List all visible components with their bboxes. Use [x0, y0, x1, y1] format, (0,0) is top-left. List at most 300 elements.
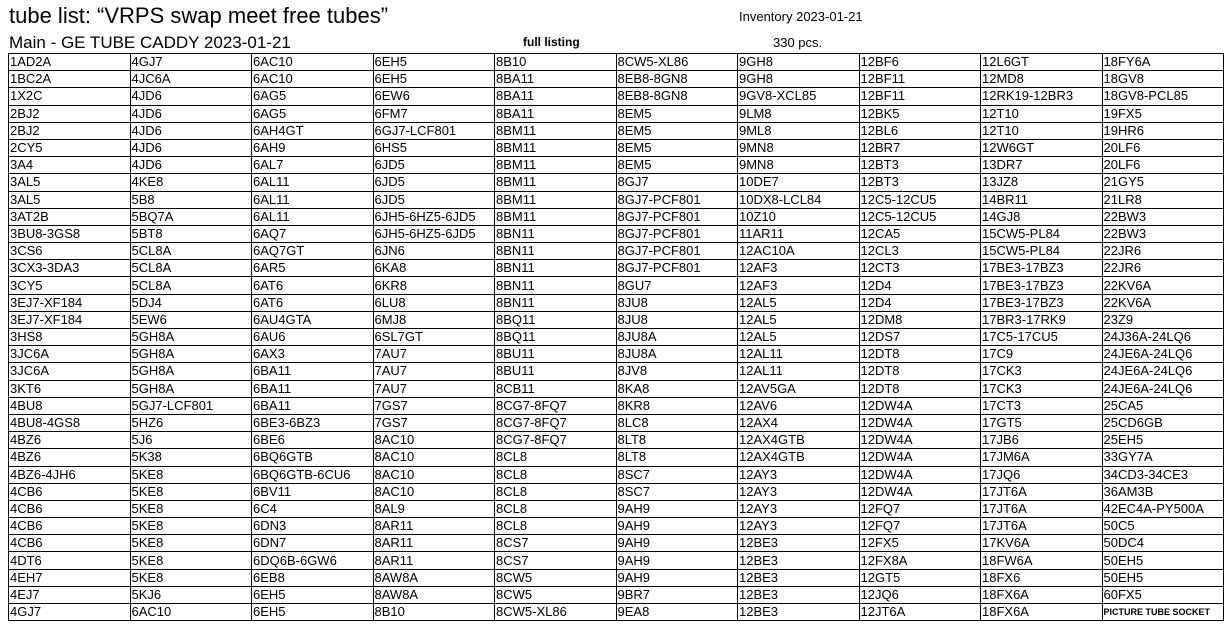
tube-cell: 10DX8-LCL84: [738, 191, 860, 208]
tube-cell: 9AH9: [616, 518, 738, 535]
tube-cell: 8BU11: [495, 363, 617, 380]
tube-cell: 12T10: [981, 122, 1103, 139]
tube-cell: 22KV6A: [1102, 277, 1224, 294]
tube-cell: 6AX3: [252, 346, 374, 363]
tube-cell: 7AU7: [373, 346, 495, 363]
tube-cell: 12JT6A: [859, 604, 981, 621]
tube-cell: 9LM8: [738, 105, 860, 122]
tube-cell: 17C9: [981, 346, 1103, 363]
tube-cell: 4BU8-4GS8: [9, 414, 131, 431]
tube-cell: 9AH9: [616, 569, 738, 586]
tube-cell: 18FX6: [981, 569, 1103, 586]
tube-cell: 17JT6A: [981, 518, 1103, 535]
tube-cell: 17JT6A: [981, 483, 1103, 500]
tube-cell: 6AL11: [252, 174, 374, 191]
table-row: [9, 432, 1224, 449]
tube-cell: 6AT6: [252, 277, 374, 294]
tube-cell: 5GH8A: [130, 363, 252, 380]
tube-cell: 12FX8A: [859, 552, 981, 569]
tube-cell: 6AG5: [252, 88, 374, 105]
tube-cell: 2CY5: [9, 139, 131, 156]
tube-cell: 3KT6: [9, 380, 131, 397]
tube-cell: 18GV8: [1102, 71, 1224, 88]
tube-cell: 7AU7: [373, 363, 495, 380]
tube-cell: 8AR11: [373, 535, 495, 552]
tube-cell: 17CK3: [981, 380, 1103, 397]
tube-cell: 12D4: [859, 277, 981, 294]
tube-cell: 12DW4A: [859, 466, 981, 483]
tube-cell: 22BW3: [1102, 225, 1224, 242]
tube-cell: 17BE3-17BZ3: [981, 260, 1103, 277]
tube-cell: 8CL8: [495, 449, 617, 466]
inventory-date: Inventory 2023-01-21: [739, 9, 863, 24]
tube-cell: 6EW6: [373, 88, 495, 105]
tube-cell: 5J6: [130, 432, 252, 449]
tube-table: [8, 53, 1224, 621]
tube-cell: 6AL7: [252, 157, 374, 174]
tube-cell: 25EH5: [1102, 432, 1224, 449]
tube-cell: 9GV8-XCL85: [738, 88, 860, 105]
tube-cell: 6MJ8: [373, 311, 495, 328]
tube-cell: 8JU8: [616, 311, 738, 328]
tube-cell: 6AQ7: [252, 225, 374, 242]
tube-cell: 12AC10A: [738, 243, 860, 260]
tube-cell: 8JU8A: [616, 346, 738, 363]
tube-cell: 18GV8-PCL85: [1102, 88, 1224, 105]
tube-cell: 4JD6: [130, 157, 252, 174]
tube-cell: 9GH8: [738, 71, 860, 88]
table-row: [9, 311, 1224, 328]
tube-cell: 21LR8: [1102, 191, 1224, 208]
table-row: [9, 518, 1224, 535]
tube-cell: 8BN11: [495, 225, 617, 242]
tube-cell: 17JQ6: [981, 466, 1103, 483]
tube-cell: 8BQ11: [495, 329, 617, 346]
tube-cell: 5DJ4: [130, 294, 252, 311]
tube-cell: 4JD6: [130, 88, 252, 105]
tube-cell: 8BM11: [495, 157, 617, 174]
tube-cell: 12AV6: [738, 397, 860, 414]
tube-cell: 6AQ7GT: [252, 243, 374, 260]
tube-cell: 50DC4: [1102, 535, 1224, 552]
tube-cell: 12AY3: [738, 483, 860, 500]
tube-cell: 6AH9: [252, 139, 374, 156]
tube-cell: 4GJ7: [130, 54, 252, 71]
tube-cell: 4CB6: [9, 500, 131, 517]
tube-cell: 5KE8: [130, 483, 252, 500]
tube-cell: 33GY7A: [1102, 449, 1224, 466]
tube-cell: 15CW5-PL84: [981, 243, 1103, 260]
tube-cell: 12DW4A: [859, 483, 981, 500]
tube-cell: 12AF3: [738, 277, 860, 294]
tube-cell: 5EW6: [130, 311, 252, 328]
tube-cell: 8BA11: [495, 71, 617, 88]
tube-cell: 3AL5: [9, 174, 131, 191]
tube-cell: 42EC4A-PY500A: [1102, 500, 1224, 517]
tube-cell: 6BA11: [252, 380, 374, 397]
tube-cell: 1AD2A: [9, 54, 131, 71]
table-row: [9, 157, 1224, 174]
table-row: [9, 449, 1224, 466]
tube-cell: 8CW5: [495, 586, 617, 603]
tube-cell: 8BM11: [495, 174, 617, 191]
tube-cell: 8CW5-XL86: [495, 604, 617, 621]
tube-cell: 7GS7: [373, 397, 495, 414]
table-row: [9, 277, 1224, 294]
tube-cell: 6AL11: [252, 191, 374, 208]
tube-cell: 4JD6: [130, 122, 252, 139]
table-row: [9, 71, 1224, 88]
table-row: [9, 225, 1224, 242]
tube-cell: 17BE3-17BZ3: [981, 294, 1103, 311]
table-row: [9, 105, 1224, 122]
tube-cell: 60FX5: [1102, 586, 1224, 603]
tube-cell: 9ML8: [738, 122, 860, 139]
tube-cell: 4JC6A: [130, 71, 252, 88]
tube-cell: 5GH8A: [130, 329, 252, 346]
tube-cell: 8BM11: [495, 139, 617, 156]
tube-cell: 6AC10: [252, 54, 374, 71]
tube-cell: 4KE8: [130, 174, 252, 191]
tube-cell: 12AL5: [738, 311, 860, 328]
tube-cell: 12FQ7: [859, 518, 981, 535]
table-row: [9, 586, 1224, 603]
tube-cell: 2BJ2: [9, 122, 131, 139]
tube-cell: 5KE8: [130, 535, 252, 552]
tube-cell: 22BW3: [1102, 208, 1224, 225]
tube-cell: 8AW8A: [373, 586, 495, 603]
tube-cell: 6BE6: [252, 432, 374, 449]
tube-cell: 8JU8: [616, 294, 738, 311]
tube-cell: 3A4: [9, 157, 131, 174]
tube-cell: 6AL11: [252, 208, 374, 225]
tube-cell: 8EM5: [616, 122, 738, 139]
tube-cell: 9BR7: [616, 586, 738, 603]
tube-cell: 20LF6: [1102, 139, 1224, 156]
tube-cell: 6DN7: [252, 535, 374, 552]
tube-cell: 8GJ7-PCF801: [616, 191, 738, 208]
tube-cell: 8EM5: [616, 105, 738, 122]
tube-cell: 6EB8: [252, 569, 374, 586]
tube-cell: 8EB8-8GN8: [616, 71, 738, 88]
tube-cell: 19HR6: [1102, 122, 1224, 139]
tube-cell: 17GT5: [981, 414, 1103, 431]
tube-cell: 6GJ7-LCF801: [373, 122, 495, 139]
tube-cell: 8GJ7-PCF801: [616, 243, 738, 260]
tube-cell: 4JD6: [130, 105, 252, 122]
table-row: [9, 604, 1224, 621]
tube-cell: 8B10: [495, 54, 617, 71]
tube-cell: 4GJ7: [9, 604, 131, 621]
tube-cell: 12AL11: [738, 363, 860, 380]
tube-cell: 3JC6A: [9, 363, 131, 380]
tube-cell: 50EH5: [1102, 569, 1224, 586]
tube-cell: 8AR11: [373, 552, 495, 569]
tube-cell: 4CB6: [9, 483, 131, 500]
tube-cell: 9EA8: [616, 604, 738, 621]
tube-cell: 6FM7: [373, 105, 495, 122]
table-row: [9, 139, 1224, 156]
tube-cell: 34CD3-34CE3: [1102, 466, 1224, 483]
tube-cell: 8BA11: [495, 88, 617, 105]
tube-cell: 6AT6: [252, 294, 374, 311]
tube-cell: 12AX4GTB: [738, 432, 860, 449]
tube-cell: 6AU4GTA: [252, 311, 374, 328]
tube-cell: 12AX4: [738, 414, 860, 431]
tube-cell: 36AM3B: [1102, 483, 1224, 500]
tube-cell: 18FX6A: [981, 604, 1103, 621]
tube-cell: 12BT3: [859, 157, 981, 174]
table-row: [9, 294, 1224, 311]
tube-cell: 9MN8: [738, 157, 860, 174]
tube-cell: 12DW4A: [859, 414, 981, 431]
tube-cell: 12T10: [981, 105, 1103, 122]
tube-cell: 12CL3: [859, 243, 981, 260]
tube-cell: 12L6GT: [981, 54, 1103, 71]
table-row: [9, 191, 1224, 208]
table-row: [9, 414, 1224, 431]
tube-cell: 8CL8: [495, 518, 617, 535]
tube-cell: 4BZ6-4JH6: [9, 466, 131, 483]
tube-cell: 23Z9: [1102, 311, 1224, 328]
table-row: [9, 500, 1224, 517]
tube-cell: 9AH9: [616, 500, 738, 517]
tube-cell: 12BE3: [738, 586, 860, 603]
tube-cell: 6LU8: [373, 294, 495, 311]
tube-cell: 24JE6A-24LQ6: [1102, 380, 1224, 397]
table-row: [9, 380, 1224, 397]
tube-cell: 22JR6: [1102, 243, 1224, 260]
tube-cell: 18FX6A: [981, 586, 1103, 603]
tube-cell: 10DE7: [738, 174, 860, 191]
tube-cell: 17BR3-17RK9: [981, 311, 1103, 328]
tube-cell: 50C5: [1102, 518, 1224, 535]
tube-cell: 12BE3: [738, 604, 860, 621]
tube-cell: 5B8: [130, 191, 252, 208]
tube-cell: 12D4: [859, 294, 981, 311]
tube-cell: 50EH5: [1102, 552, 1224, 569]
tube-cell: 12AY3: [738, 518, 860, 535]
tube-cell: 8KA8: [616, 380, 738, 397]
table-row: [9, 483, 1224, 500]
tube-cell: 1BC2A: [9, 71, 131, 88]
tube-cell: 14GJ8: [981, 208, 1103, 225]
table-row: [9, 243, 1224, 260]
tube-cell: 8CG7-8FQ7: [495, 432, 617, 449]
tube-cell: 3CS6: [9, 243, 131, 260]
tube-cell: 14BR11: [981, 191, 1103, 208]
tube-cell: 3HS8: [9, 329, 131, 346]
tube-cell: 5CL8A: [130, 277, 252, 294]
tube-cell: 6BQ6GTB: [252, 449, 374, 466]
tube-cell: 17CT3: [981, 397, 1103, 414]
tube-cell: 8CG7-8FQ7: [495, 397, 617, 414]
tube-cell: 8JU8A: [616, 329, 738, 346]
tube-cell: 17BE3-17BZ3: [981, 277, 1103, 294]
tube-cell: 12FQ7: [859, 500, 981, 517]
table-row: [9, 397, 1224, 414]
tube-cell: 17CK3: [981, 363, 1103, 380]
tube-cell: 12GT5: [859, 569, 981, 586]
tube-cell: 4DT6: [9, 552, 131, 569]
tube-cell: 12BF6: [859, 54, 981, 71]
tube-cell: 5BQ7A: [130, 208, 252, 225]
tube-cell: 22KV6A: [1102, 294, 1224, 311]
tube-cell: 8SC7: [616, 466, 738, 483]
tube-cell: 4BZ6: [9, 432, 131, 449]
table-row: [9, 466, 1224, 483]
tube-cell: 12DW4A: [859, 449, 981, 466]
tube-cell: 12DT8: [859, 380, 981, 397]
tube-cell: 3JC6A: [9, 346, 131, 363]
tube-cell: 12BL6: [859, 122, 981, 139]
table-row: [9, 535, 1224, 552]
tube-cell: 8BA11: [495, 105, 617, 122]
tube-cell: 3CY5: [9, 277, 131, 294]
tube-cell: 8BN11: [495, 294, 617, 311]
tube-cell: 12MD8: [981, 71, 1103, 88]
tube-cell: 8AC10: [373, 432, 495, 449]
tube-cell: 8LC8: [616, 414, 738, 431]
tube-cell: 8BM11: [495, 191, 617, 208]
tube-cell: 6EH5: [252, 586, 374, 603]
tube-cell: 12BR7: [859, 139, 981, 156]
tube-cell: 6JH5-6HZ5-6JD5: [373, 225, 495, 242]
tube-cell: 6DN3: [252, 518, 374, 535]
tube-cell: 6AG5: [252, 105, 374, 122]
tube-cell: 12AL11: [738, 346, 860, 363]
tube-cell: 6C4: [252, 500, 374, 517]
table-row: [9, 260, 1224, 277]
tube-cell: 17C5-17CU5: [981, 329, 1103, 346]
tube-cell: 4CB6: [9, 518, 131, 535]
tube-cell: 12DW4A: [859, 432, 981, 449]
tube-cell: 8CS7: [495, 535, 617, 552]
full-listing-label: full listing: [523, 35, 580, 49]
tube-cell: 8CB11: [495, 380, 617, 397]
tube-cell: 12BT3: [859, 174, 981, 191]
tube-cell: 8AR11: [373, 518, 495, 535]
table-row: [9, 329, 1224, 346]
tube-cell: 12BK5: [859, 105, 981, 122]
tube-cell: 5GH8A: [130, 346, 252, 363]
tube-cell: 12AL5: [738, 329, 860, 346]
table-row: [9, 552, 1224, 569]
tube-cell: 6JD5: [373, 174, 495, 191]
tube-cell: 5KJ6: [130, 586, 252, 603]
tube-cell: 12AX4GTB: [738, 449, 860, 466]
table-row: [9, 54, 1224, 71]
tube-cell: 8CW5: [495, 569, 617, 586]
tube-cell: 9MN8: [738, 139, 860, 156]
tube-cell: 6EH5: [373, 71, 495, 88]
tube-cell: 8AW8A: [373, 569, 495, 586]
tube-cell: 9GH8: [738, 54, 860, 71]
tube-cell: 2BJ2: [9, 105, 131, 122]
tube-cell: 6AU6: [252, 329, 374, 346]
tube-cell: 7GS7: [373, 414, 495, 431]
tube-cell: 8EM5: [616, 139, 738, 156]
tube-cell: 12DM8: [859, 311, 981, 328]
tube-cell: 8AC10: [373, 466, 495, 483]
tube-cell: 25CD6GB: [1102, 414, 1224, 431]
tube-cell: 8CW5-XL86: [616, 54, 738, 71]
tube-cell: 8EB8-8GN8: [616, 88, 738, 105]
tube-cell: 12AV5GA: [738, 380, 860, 397]
tube-cell: 4BZ6: [9, 449, 131, 466]
tube-cell: 6SL7GT: [373, 329, 495, 346]
tube-cell: 12W6GT: [981, 139, 1103, 156]
tube-cell: 6AC10: [130, 604, 252, 621]
tube-cell: 8GJ7-PCF801: [616, 208, 738, 225]
tube-cell: 24JE6A-24LQ6: [1102, 346, 1224, 363]
tube-cell: 25CA5: [1102, 397, 1224, 414]
tube-cell: 6HS5: [373, 139, 495, 156]
tube-cell: 5BT8: [130, 225, 252, 242]
tube-cell: 8BN11: [495, 277, 617, 294]
tube-cell: 19FX5: [1102, 105, 1224, 122]
tube-cell: 8AC10: [373, 449, 495, 466]
tube-cell: 5CL8A: [130, 243, 252, 260]
tube-cell: 6JH5-6HZ5-6JD5: [373, 208, 495, 225]
tube-cell: 4BU8: [9, 397, 131, 414]
tube-cell: 12BE3: [738, 552, 860, 569]
tube-cell: PICTURE TUBE SOCKET: [1102, 604, 1224, 621]
tube-cell: 3AT2B: [9, 208, 131, 225]
tube-cell: 18FY6A: [1102, 54, 1224, 71]
tube-cell: 17JB6: [981, 432, 1103, 449]
tube-cell: 8CL8: [495, 466, 617, 483]
tube-cell: 6KR8: [373, 277, 495, 294]
tube-cell: 5KE8: [130, 466, 252, 483]
tube-cell: 7AU7: [373, 380, 495, 397]
table-row: [9, 208, 1224, 225]
tube-cell: 8CL8: [495, 500, 617, 517]
tube-cell: 6BE3-6BZ3: [252, 414, 374, 431]
tube-cell: 12BE3: [738, 569, 860, 586]
tube-cell: 6JD5: [373, 191, 495, 208]
tube-cell: 9AH9: [616, 535, 738, 552]
tube-cell: 6JN6: [373, 243, 495, 260]
tube-cell: 11AR11: [738, 225, 860, 242]
tube-cell: 3EJ7-XF184: [9, 311, 131, 328]
tube-cell: 24J36A-24LQ6: [1102, 329, 1224, 346]
tube-cell: 6KA8: [373, 260, 495, 277]
tube-cell: 8GJ7-PCF801: [616, 260, 738, 277]
tube-cell: 12DT8: [859, 363, 981, 380]
tube-cell: 12AY3: [738, 500, 860, 517]
tube-cell: 8BM11: [495, 122, 617, 139]
tube-cell: 8AC10: [373, 483, 495, 500]
tube-cell: 4JD6: [130, 139, 252, 156]
caddy-subtitle: Main - GE TUBE CADDY 2023-01-21: [9, 33, 291, 52]
tube-cell: 8GJ7-PCF801: [616, 225, 738, 242]
tube-cell: 21GY5: [1102, 174, 1224, 191]
tube-cell: 12AF3: [738, 260, 860, 277]
tube-cell: 8BM11: [495, 208, 617, 225]
tube-cell: 3AL5: [9, 191, 131, 208]
tube-cell: 8LT8: [616, 432, 738, 449]
tube-cell: 3BU8-3GS8: [9, 225, 131, 242]
tube-cell: 4CB6: [9, 535, 131, 552]
tube-cell: 8BQ11: [495, 311, 617, 328]
tube-cell: 8CS7: [495, 552, 617, 569]
tube-cell: 9AH9: [616, 552, 738, 569]
tube-cell: 6AC10: [252, 71, 374, 88]
tube-cell: 1X2C: [9, 88, 131, 105]
table-row: [9, 88, 1224, 105]
tube-cell: 5KE8: [130, 500, 252, 517]
